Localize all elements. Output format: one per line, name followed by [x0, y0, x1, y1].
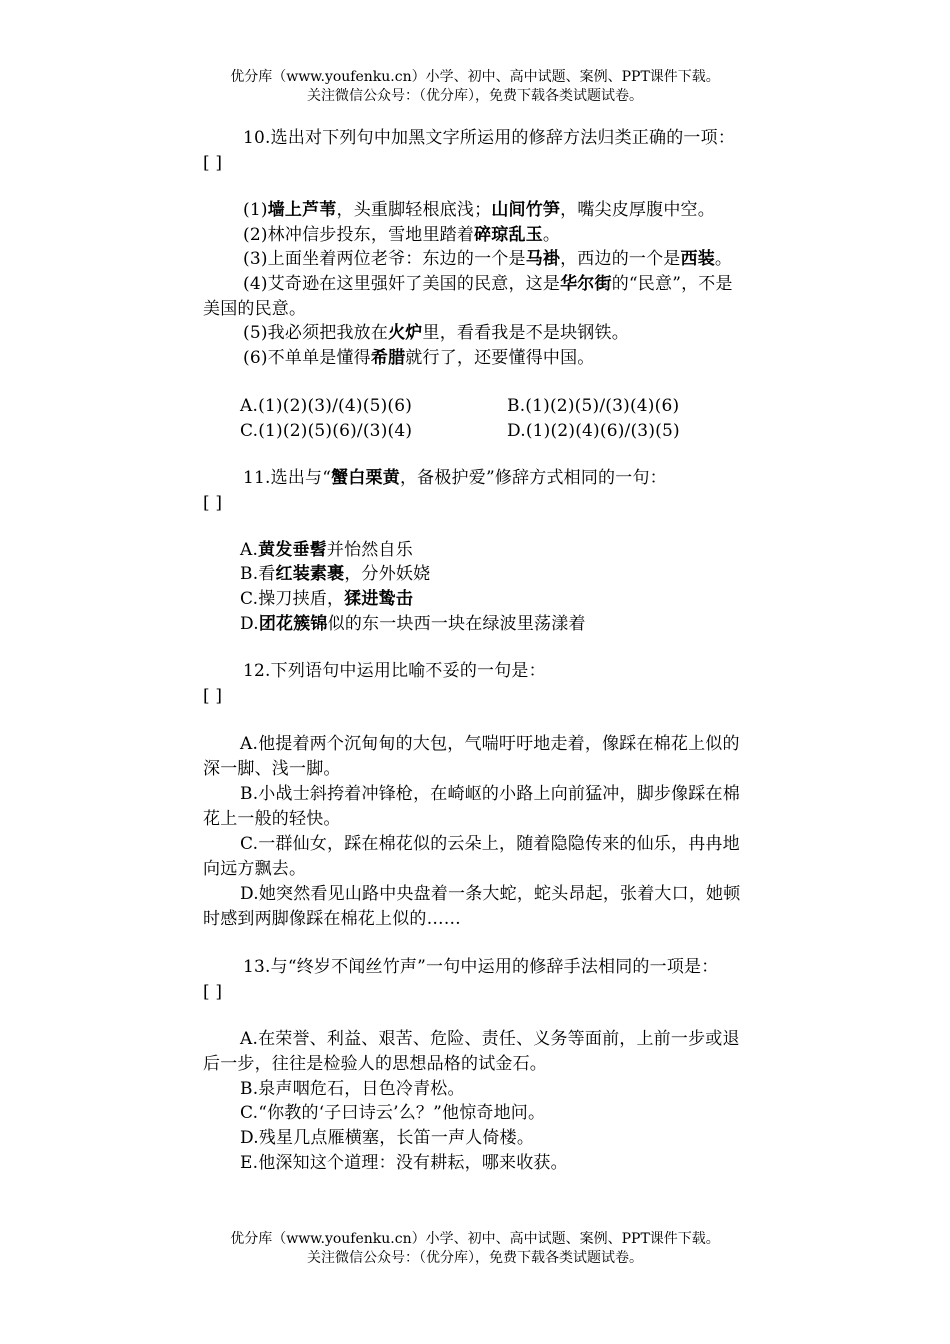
footer-line-2: 关注微信公众号：（优分库），免费下载各类试题试卷。 — [307, 1250, 643, 1266]
q12-option-b-cont: 花上一般的轻快。 — [203, 809, 341, 829]
bold-phrase: 猱进鸷击 — [344, 589, 414, 609]
q11-stem: 11.选出与“蟹白栗黄，备极护爱”修辞方式相同的一句： — [243, 468, 667, 488]
q10-sentence-1: (1)墙上芦苇，头重脚轻根底浅；山间竹笋，嘴尖皮厚腹中空。 — [243, 200, 715, 220]
bold-phrase: 华尔街 — [560, 274, 612, 294]
q10-stem: 10.选出对下列句中加黑文字所运用的修辞方法归类正确的一项： — [243, 128, 736, 148]
q12-option-c-cont: 向远方飘去。 — [203, 859, 307, 879]
page-header — [0, 68, 950, 106]
q13-option-b: B.泉声咽危石，日色冷青松。 — [240, 1079, 465, 1099]
bold-phrase: 希腊 — [370, 348, 406, 368]
q10-option-d: D.(1)(2)(4)(6)/(3)(5) — [507, 421, 680, 441]
q13-option-a-cont: 后一步，往往是检验人的思想品格的试金石。 — [203, 1054, 547, 1074]
bold-phrase: 红装素裹 — [275, 564, 345, 584]
q11-answer-bracket: [ ] — [203, 493, 223, 513]
q12-stem: 12.下列语句中运用比喻不妥的一句是： — [243, 661, 546, 681]
bold-phrase: 黄发垂髫 — [258, 540, 327, 560]
q12-option-d-cont: 时感到两脚像踩在棉花上似的…… — [203, 909, 461, 929]
q10-sentence-2: (2)林冲信步投东，雪地里踏着碎琼乱玉。 — [243, 225, 561, 245]
bold-phrase: 火炉 — [388, 323, 423, 343]
q11-option-d: D.团花簇锦似的东一块西一块在绿波里荡漾着 — [240, 614, 586, 634]
footer-line-1: 优分库（www.youfenku.cn）小学、初中、高中试题、案例、PPT课件下载。 — [230, 1231, 720, 1247]
page-footer — [0, 1230, 950, 1268]
q11-option-c: C.操刀挟盾，猱进鸷击 — [240, 589, 414, 609]
bold-phrase: 蟹白栗黄 — [331, 468, 400, 488]
q13-stem: 13.与“终岁不闻丝竹声”一句中运用的修辞手法相同的一项是： — [243, 957, 719, 977]
q13-option-e: E.他深知这个道理：没有耕耘，哪来收获。 — [240, 1153, 568, 1173]
bold-phrase: 马褂 — [525, 249, 561, 269]
q10-sentence-4: (4)艾奇逊在这里强奸了美国的民意，这是华尔街的“民意”，不是 — [243, 274, 733, 294]
bold-phrase: 团花簇锦 — [258, 614, 328, 634]
q10-option-b: B.(1)(2)(5)/(3)(4)(6) — [507, 396, 680, 416]
header-line-2: 关注微信公众号：（优分库），免费下载各类试题试卷。 — [307, 88, 643, 104]
q10-sentence-5: (5)我必须把我放在火炉里，看看我是不是块钢铁。 — [243, 323, 629, 343]
q11-option-b: B.看红装素裹，分外妖娆 — [240, 564, 431, 584]
q12-option-a: A.他提着两个沉甸甸的大包，气喘吁吁地走着，像踩在棉花上似的 — [240, 734, 740, 754]
q13-option-a: A.在荣誉、利益、艰苦、危险、责任、义务等面前，上前一步或退 — [240, 1029, 740, 1049]
q13-answer-bracket: [ ] — [203, 982, 223, 1002]
q12-option-c: C.一群仙女，踩在棉花似的云朵上，随着隐隐传来的仙乐，冉冉地 — [240, 834, 740, 854]
bold-phrase: 山间竹笋 — [491, 200, 561, 220]
q12-option-d: D.她突然看见山路中央盘着一条大蛇，蛇头昂起，张着大口，她顿 — [240, 884, 741, 904]
q12-option-a-cont: 深一脚、浅一脚。 — [203, 759, 341, 779]
bold-phrase: 碎琼乱玉 — [474, 225, 543, 245]
q10-option-a: A.(1)(2)(3)/(4)(5)(6) — [240, 396, 413, 416]
header-line-1: 优分库（www.youfenku.cn）小学、初中、高中试题、案例、PPT课件下载。 — [230, 69, 720, 85]
q13-option-c: C.“你教的‘子曰诗云’么？”他惊奇地问。 — [240, 1103, 546, 1123]
q10-option-c: C.(1)(2)(5)(6)/(3)(4) — [240, 421, 413, 441]
q11-option-a: A.黄发垂髫并怡然自乐 — [240, 540, 413, 560]
bold-phrase: 墙上芦苇 — [267, 200, 337, 220]
q10-sentence-6: (6)不单单是懂得希腊就行了，还要懂得中国。 — [243, 348, 595, 368]
q10-answer-bracket: [ ] — [203, 153, 223, 173]
q13-option-d: D.残星几点雁横塞，长笛一声人倚楼。 — [240, 1128, 535, 1148]
q10-sentence-3: (3)上面坐着两位老爷：东边的一个是马褂，西边的一个是西装。 — [243, 249, 733, 269]
q10-sentence-4-cont: 美国的民意。 — [203, 299, 307, 319]
bold-phrase: 西装 — [680, 249, 715, 269]
q12-option-b: B.小战士斜挎着冲锋枪，在崎岖的小路上向前猛冲，脚步像踩在棉 — [240, 784, 740, 804]
q12-answer-bracket: [ ] — [203, 686, 223, 706]
